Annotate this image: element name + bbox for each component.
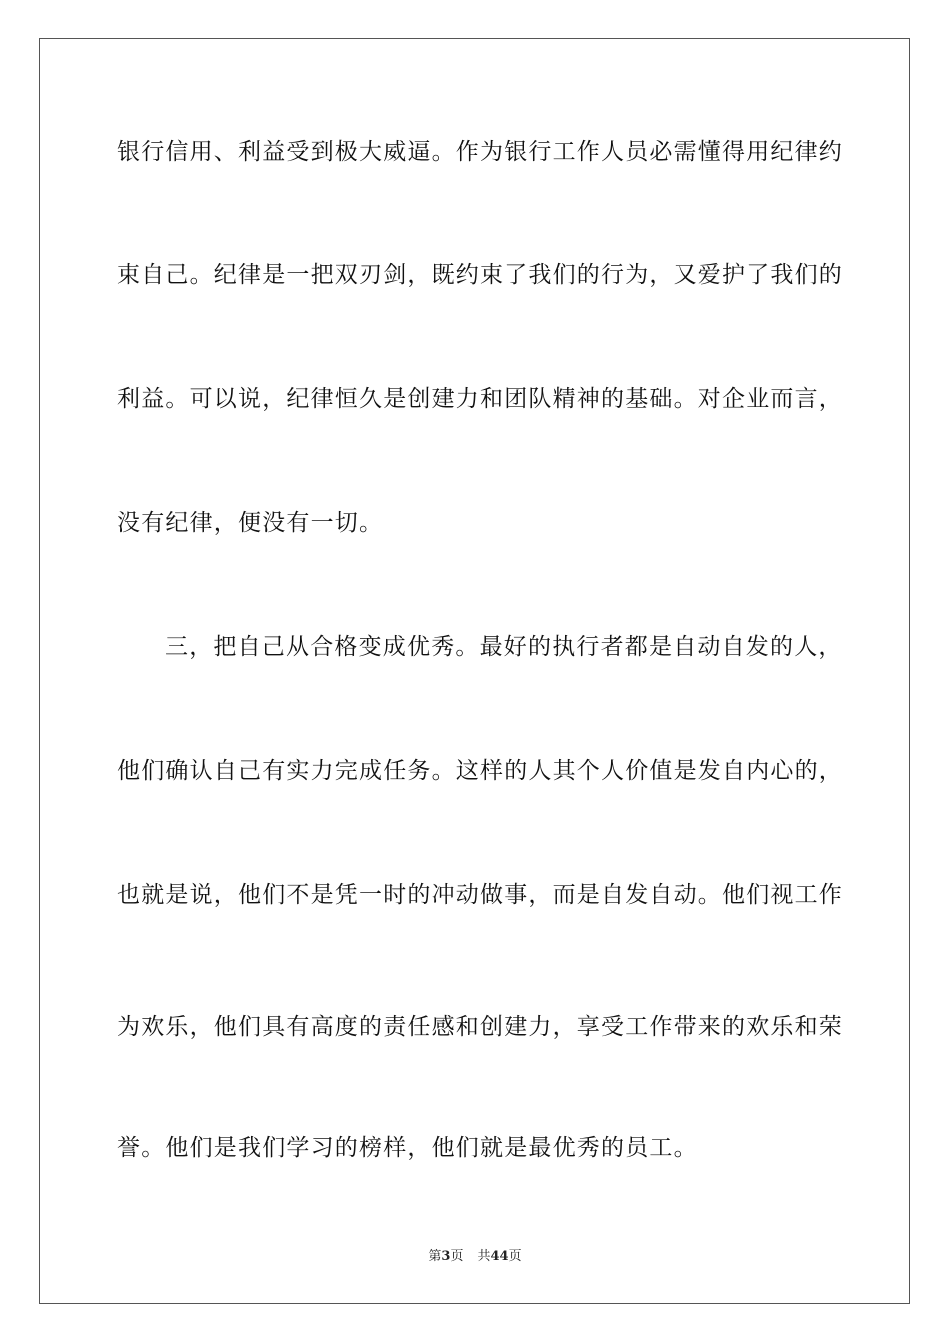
- body-text-line-6: 他们确认自己有实力完成任务。这样的人其个人价值是发自内心的，: [117, 758, 843, 784]
- total-suffix: 页: [508, 1249, 522, 1264]
- page-number: 3: [441, 1249, 451, 1264]
- page-footer: [0, 1248, 950, 1266]
- body-text-line-8: 为欢乐，他们具有高度的责任感和创建力，享受工作带来的欢乐和荣: [117, 1014, 843, 1040]
- paragraph-start-line: 三，把自己从合格变成优秀。最好的执行者都是自动自发的人，: [165, 634, 843, 660]
- body-text-line-1: 银行信用、利益受到极大威逼。作为银行工作人员必需懂得用纪律约: [117, 139, 843, 165]
- body-text-line-9: 誉。他们是我们学习的榜样，他们就是最优秀的员工。: [117, 1135, 698, 1161]
- page-prefix: 第: [428, 1249, 442, 1264]
- total-pages: 44: [490, 1249, 509, 1264]
- body-text-line-3: 利益。可以说，纪律恒久是创建力和团队精神的基础。对企业而言，: [117, 386, 843, 412]
- body-text-line-4: 没有纪律，便没有一切。: [117, 510, 384, 536]
- body-text-line-2: 束自己。纪律是一把双刃剑，既约束了我们的行为，又爱护了我们的: [117, 262, 843, 288]
- page-suffix: 页: [450, 1249, 464, 1264]
- page-border: [39, 38, 910, 1304]
- total-prefix: 共: [477, 1249, 491, 1264]
- body-text-line-7: 也就是说，他们不是凭一时的冲动做事，而是自发自动。他们视工作: [117, 882, 843, 908]
